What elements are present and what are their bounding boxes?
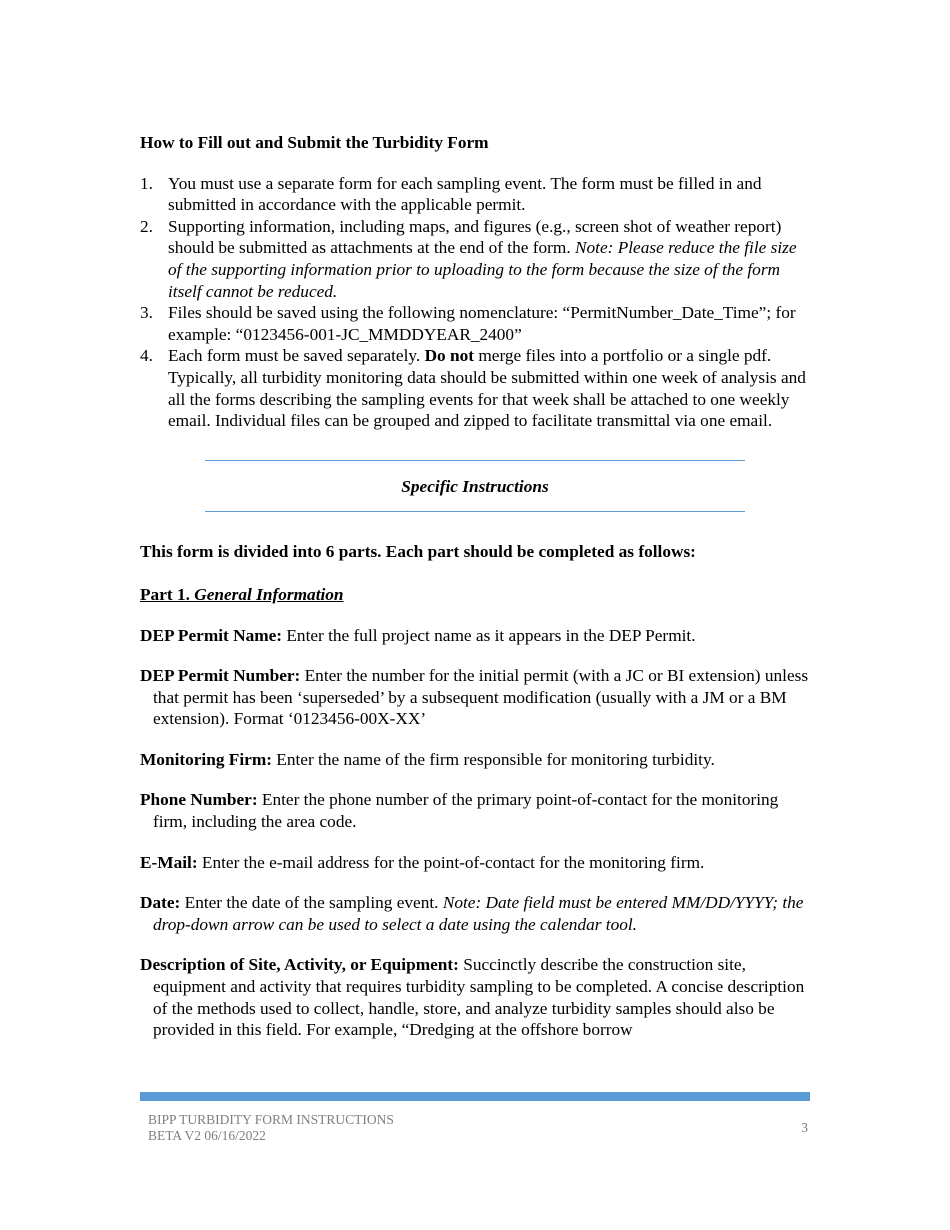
field-label: DEP Permit Name:: [140, 625, 283, 645]
field-text: Enter the e-mail address for the point-of-contact for the monitoring firm.: [197, 852, 705, 872]
page-title: How to Fill out and Submit the Turbidity Form: [140, 133, 489, 152]
list-text: merge files into a portfolio or a single pdf. Typically, all turbidity monitoring data should be submitted within one week of analysis and all the forms describing the sampling events for that week shall be attached to one weekly email. Individual files can be grouped and zipped to facilitate transmittal via one email.: [168, 346, 806, 431]
field-label: Monitoring Firm:: [140, 749, 272, 769]
field-label: Description of Site, Activity, or Equipment:: [140, 955, 459, 975]
list-item: [140, 216, 812, 302]
field-text: Enter the date of the sampling event.: [180, 893, 443, 913]
list-text: Supporting information, including maps, and figures (e.g., screen shot of weather report) should be submitted as attachments at the end of the form.: [168, 216, 782, 258]
divider-bottom: [205, 511, 745, 512]
field-text: Enter the number for the initial permit (with a JC or BI extension) unless that permit has been ‘superseded’ by a subsequent modification (usually with a JM or a BM extension). Format ‘0123456-00X-XX’: [153, 666, 809, 729]
list-text: Each form must be saved separately.: [168, 346, 425, 366]
field-text: Succinctly describe the construction site, equipment and activity that requires turbidity sampling to be completed. A concise description of the methods used to collect, handle, store, and analyze turbidity samples should also be provided in this field. For example, “Dredging at the offshore borrow: [153, 955, 805, 1040]
list-text: You must use a separate form for each sampling event. The form must be filled in and submitted in accordance with the applicable permit.: [168, 173, 762, 215]
field-label: E-Mail:: [140, 852, 198, 872]
list-number: 2.: [140, 216, 153, 236]
field-text: Enter the phone number of the primary point-of-contact for the monitoring firm, including the area code.: [153, 790, 779, 832]
part-heading: [140, 584, 812, 606]
field-description: [140, 954, 812, 1040]
field-label: Date:: [140, 893, 181, 913]
field-description: [140, 852, 812, 874]
list-item: [140, 302, 812, 345]
list-item: [140, 345, 812, 431]
specific-instructions-banner: [205, 460, 745, 513]
footer-info: [148, 1112, 394, 1144]
field-description: [140, 892, 812, 935]
list-bold-text: Do not: [424, 346, 475, 366]
parts-intro: This form is divided into 6 parts. Each part should be completed as follows:: [140, 542, 696, 562]
field-description: [140, 665, 812, 730]
list-text: Files should be saved using the following nomenclature: “PermitNumber_Date_Time”; for example: “0123456-001-JC_MMDDYEAR_2400”: [168, 303, 796, 344]
part-title: General Information: [194, 584, 344, 604]
footer-title: BIPP TURBIDITY FORM INSTRUCTIONS: [148, 1112, 394, 1127]
field-description: [140, 749, 812, 771]
field-label: DEP Permit Number:: [140, 666, 301, 686]
list-number: 4.: [140, 346, 153, 366]
list-number: 3.: [140, 303, 153, 323]
list-number: 1.: [140, 173, 153, 193]
field-description: [140, 789, 812, 832]
footer-bar: [140, 1092, 810, 1101]
field-text: Enter the name of the firm responsible for monitoring turbidity.: [271, 749, 715, 769]
section-title: Specific Instructions: [401, 476, 549, 496]
field-note: Note: Date field must be entered MM/DD/YYYY; the drop-down arrow can be used to select a date using the calendar tool.: [153, 893, 804, 934]
field-description: [140, 625, 812, 647]
footer-version: BETA V2 06/16/2022: [148, 1128, 266, 1143]
page-content: [140, 132, 812, 1041]
part-label: Part 1.: [140, 584, 195, 604]
steps-list: [140, 173, 812, 432]
page-number: 3: [801, 1120, 808, 1135]
list-item: [140, 173, 812, 216]
field-label: Phone Number:: [140, 790, 258, 810]
list-note: Note: Please reduce the file size of the supporting information prior to uploading to the form because the size of the form itself cannot be reduced.: [168, 238, 797, 301]
field-text: Enter the full project name as it appears in the DEP Permit.: [282, 625, 696, 645]
